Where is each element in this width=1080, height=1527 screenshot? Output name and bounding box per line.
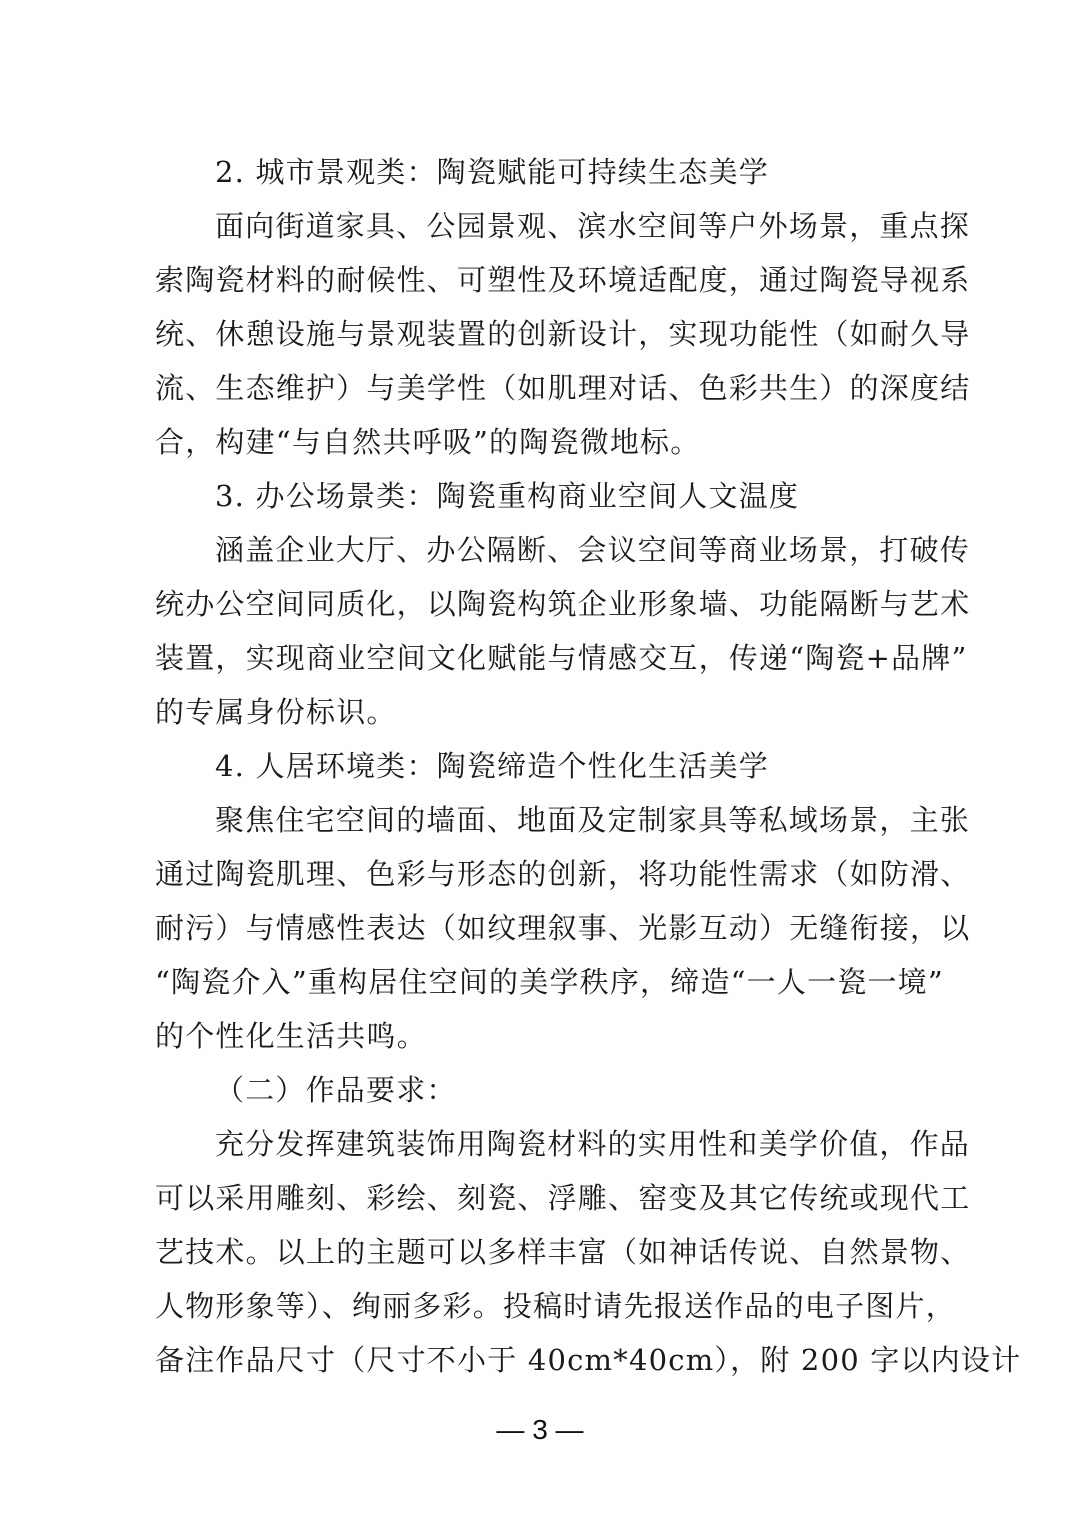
paragraph-line: 涵盖企业大厅、办公隔断、会议空间等商业场景，打破传 (215, 533, 971, 567)
paragraph-line: 可以采用雕刻、彩绘、刻瓷、浮雕、窑变及其它传统或现代工 (155, 1181, 971, 1215)
paragraph-line: 通过陶瓷肌理、色彩与形态的创新，将功能性需求（如防滑、 (155, 857, 971, 891)
paragraph-line: 耐污）与情感性表达（如纹理叙事、光影互动）无缝衔接，以 (155, 911, 971, 945)
paragraph-line: 艺技术。以上的主题可以多样丰富（如神话传说、自然景物、 (155, 1235, 971, 1269)
section-heading-office-scene: 3. 办公场景类：陶瓷重构商业空间人文温度 (215, 479, 800, 513)
paragraph-line: 人物形象等）、绚丽多彩。投稿时请先报送作品的电子图片， (155, 1289, 956, 1323)
paragraph-line: 面向街道家具、公园景观、滨水空间等户外场景，重点探 (215, 209, 971, 243)
paragraph-line: 的专属身份标识。 (155, 695, 397, 729)
paragraph-line: 的个性化生活共鸣。 (155, 1019, 427, 1053)
paragraph-line: 备注作品尺寸（尺寸不小于 40cm*40cm），附 200 字以内设计 (155, 1343, 1022, 1377)
paragraph-line: 装置，实现商业空间文化赋能与情感交互，传递“陶瓷+品牌” (155, 641, 968, 675)
document-page (155, 150, 1022, 1392)
paragraph-line: 流、生态维护）与美学性（如肌理对话、色彩共生）的深度结 (155, 371, 971, 405)
section-heading-work-requirements: （二）作品要求： (215, 1073, 457, 1107)
section-heading-living-environment: 4. 人居环境类：陶瓷缔造个性化生活美学 (215, 749, 769, 783)
section-heading-urban-landscape: 2. 城市景观类：陶瓷赋能可持续生态美学 (215, 155, 769, 189)
paragraph-line: 充分发挥建筑装饰用陶瓷材料的实用性和美学价值，作品 (215, 1127, 971, 1161)
paragraph-line: “陶瓷介入”重构居住空间的美学秩序，缔造“一人一瓷一境” (155, 965, 944, 999)
paragraph-line: 索陶瓷材料的耐候性、可塑性及环境适配度，通过陶瓷导视系 (155, 263, 971, 297)
paragraph-line: 聚焦住宅空间的墙面、地面及定制家具等私域场景，主张 (215, 803, 971, 837)
paragraph-line: 统办公空间同质化，以陶瓷构筑企业形象墙、功能隔断与艺术 (155, 587, 971, 621)
page-number: — 3 — (496, 1414, 584, 1445)
paragraph-line: 统、休憩设施与景观装置的创新设计，实现功能性（如耐久导 (155, 317, 971, 351)
paragraph-line: 合，构建“与自然共呼吸”的陶瓷微地标。 (155, 425, 701, 459)
